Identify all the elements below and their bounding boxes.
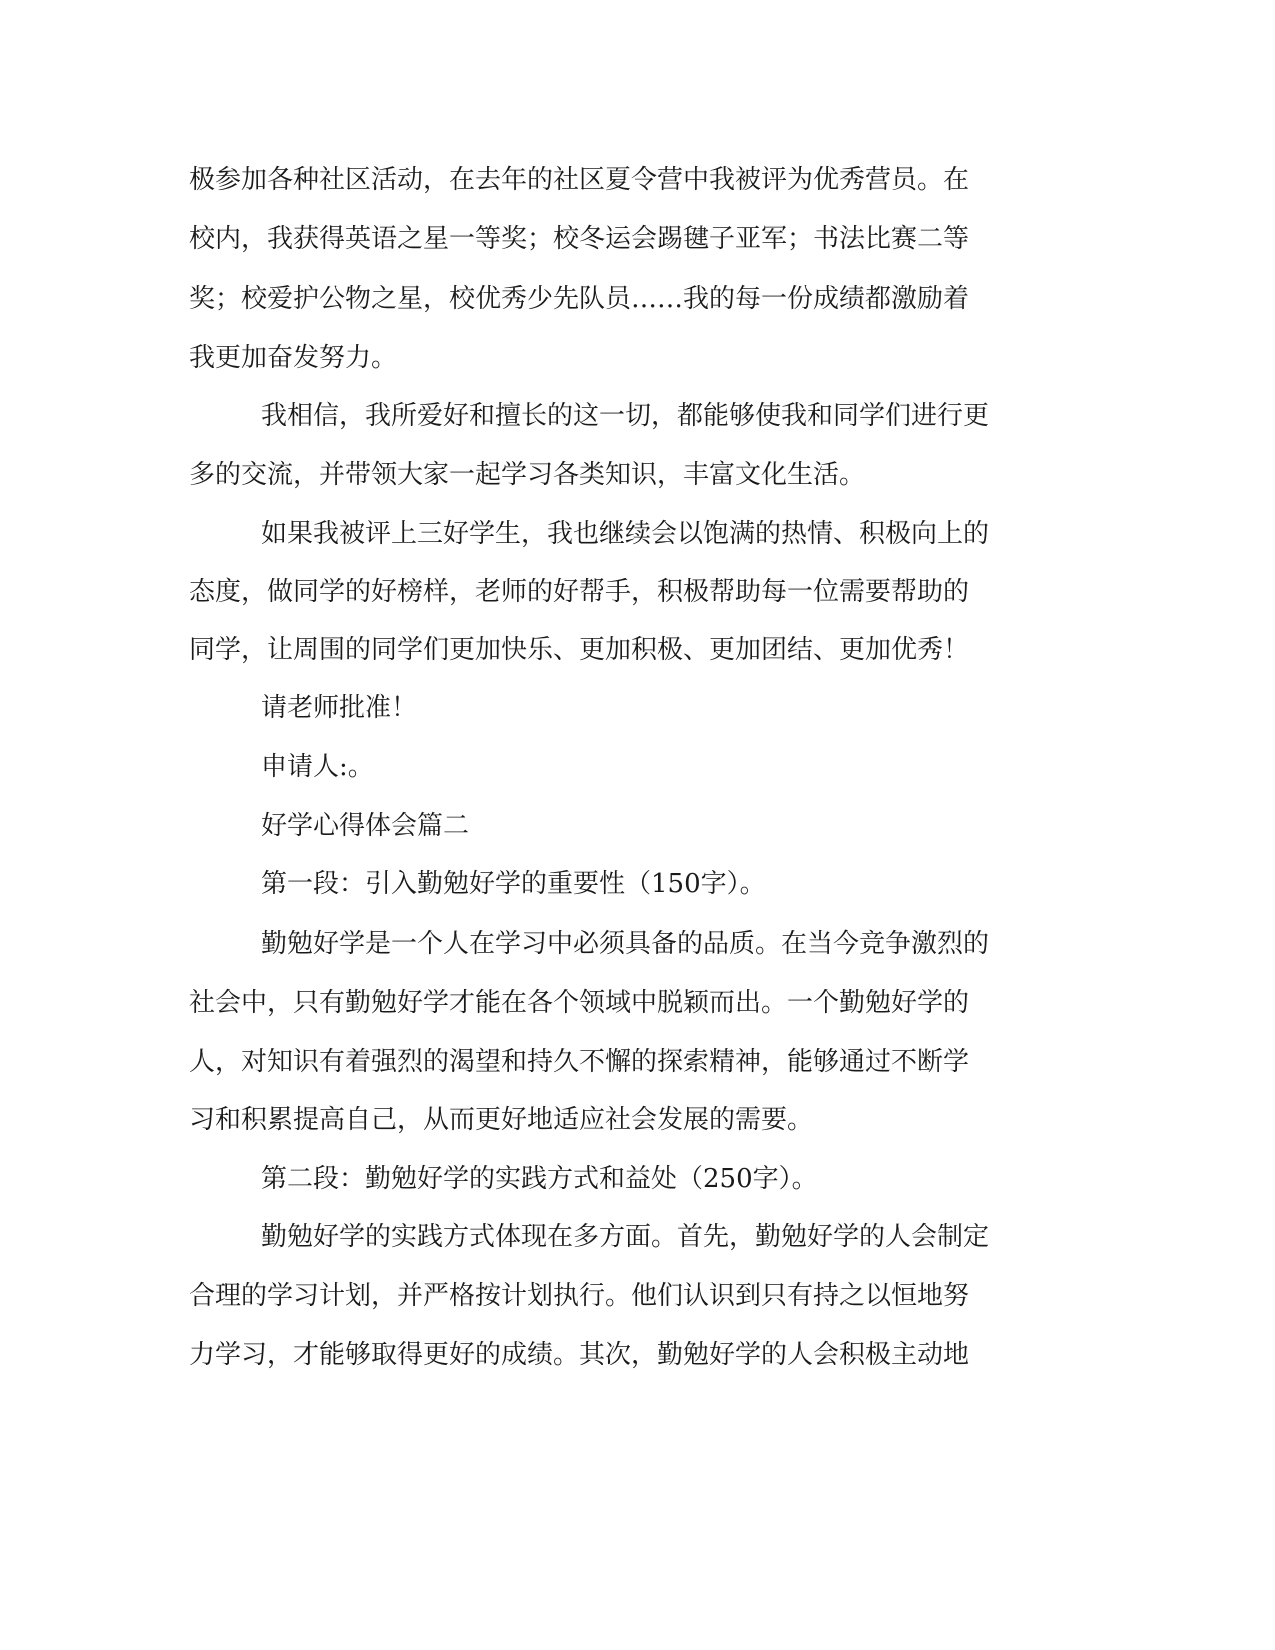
text-line: 校内，我获得英语之星一等奖；校冬运会踢毽子亚军；书法比赛二等 <box>189 224 970 254</box>
section-heading: 第二段：勤勉好学的实践方式和益处（250字）。 <box>261 1164 818 1194</box>
text-line: 人，对知识有着强烈的渴望和持久不懈的探索精神，能够通过不断学 <box>189 1047 970 1077</box>
text-line: 奖；校爱护公物之星，校优秀少先队员……我的每一份成绩都激励着 <box>189 284 970 314</box>
applicant-signature-line: 申请人:。 <box>261 752 374 782</box>
paragraph-start-line: 勤勉好学的实践方式体现在多方面。首先，勤勉好学的人会制定 <box>261 1222 990 1252</box>
text-line: 多的交流，并带领大家一起学习各类知识，丰富文化生活。 <box>189 460 866 490</box>
section-title: 好学心得体会篇二 <box>261 811 470 841</box>
paragraph-start-line: 我相信，我所爱好和擅长的这一切，都能够使我和同学们进行更 <box>261 401 990 431</box>
text-line: 我更加奋发努力。 <box>189 343 398 373</box>
text-line: 社会中，只有勤勉好学才能在各个领域中脱颖而出。一个勤勉好学的 <box>189 988 970 1018</box>
text-line: 态度，做同学的好榜样，老师的好帮手，积极帮助每一位需要帮助的 <box>189 577 970 607</box>
paragraph-start-line: 如果我被评上三好学生，我也继续会以饱满的热情、积极向上的 <box>261 519 990 549</box>
text-line: 极参加各种社区活动，在去年的社区夏令营中我被评为优秀营员。在 <box>189 165 970 195</box>
text-line: 同学，让周围的同学们更加快乐、更加积极、更加团结、更加优秀！ <box>189 635 970 665</box>
text-line: 合理的学习计划，并严格按计划执行。他们认识到只有持之以恒地努 <box>189 1281 970 1311</box>
text-line: 习和积累提高自己，从而更好地适应社会发展的需要。 <box>189 1105 814 1135</box>
text-line: 力学习，才能够取得更好的成绩。其次，勤勉好学的人会积极主动地 <box>189 1340 970 1370</box>
closing-request: 请老师批准！ <box>261 693 418 723</box>
section-heading: 第一段：引入勤勉好学的重要性（150字）。 <box>261 869 766 899</box>
paragraph-start-line: 勤勉好学是一个人在学习中必须具备的品质。在当今竞争激烈的 <box>261 929 990 959</box>
